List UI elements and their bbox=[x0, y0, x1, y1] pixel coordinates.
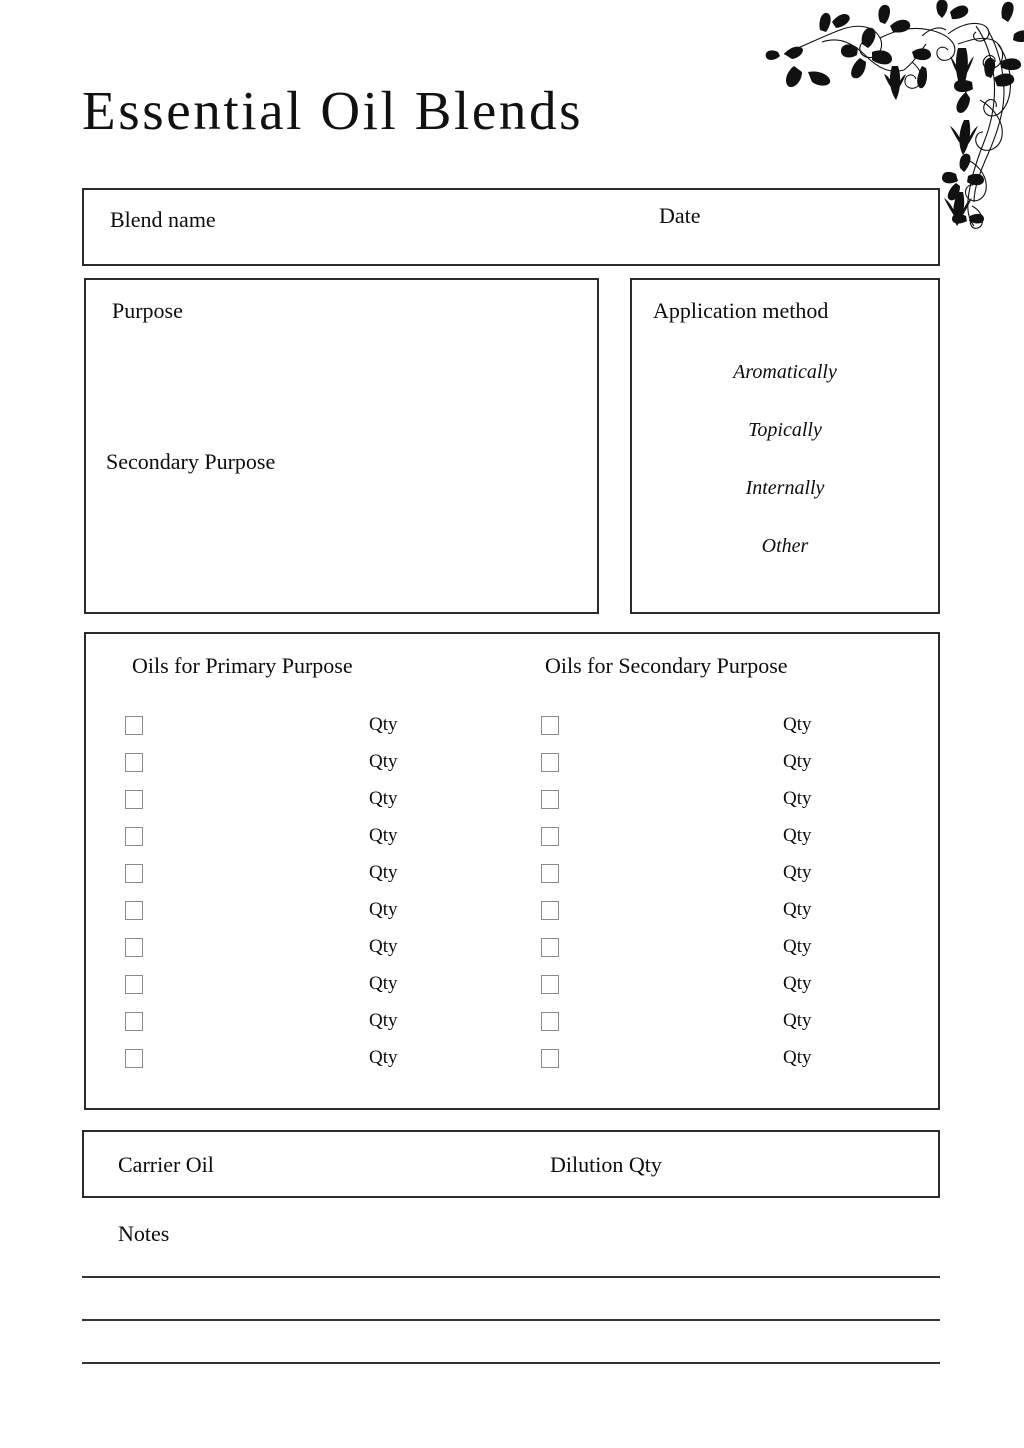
dilution-qty-label: Dilution Qty bbox=[550, 1152, 662, 1177]
secondary-purpose-label: Secondary Purpose bbox=[106, 449, 276, 474]
oil-primary-qty-label: Qty bbox=[369, 936, 398, 957]
oil-primary-checkbox[interactable] bbox=[125, 790, 143, 809]
blend-name-label: Blend name bbox=[110, 207, 216, 232]
oil-row bbox=[86, 860, 938, 897]
purpose-label: Purpose bbox=[112, 298, 183, 323]
blend-name-date-box bbox=[82, 188, 940, 266]
notes-label: Notes bbox=[118, 1221, 170, 1246]
oil-secondary-qty-label: Qty bbox=[783, 825, 812, 846]
oil-row bbox=[86, 934, 938, 971]
oil-primary-qty-label: Qty bbox=[369, 862, 398, 883]
oil-primary-checkbox[interactable] bbox=[125, 827, 143, 846]
date-label: Date bbox=[659, 203, 701, 228]
oil-secondary-checkbox[interactable] bbox=[541, 827, 559, 846]
oil-secondary-qty-label: Qty bbox=[783, 862, 812, 883]
application-option-internally[interactable]: Internally bbox=[745, 477, 825, 499]
oil-primary-checkbox[interactable] bbox=[125, 938, 143, 957]
application-option-aromatically[interactable]: Aromatically bbox=[733, 361, 837, 383]
oil-primary-qty-label: Qty bbox=[369, 1047, 398, 1068]
oil-primary-qty-label: Qty bbox=[369, 1010, 398, 1031]
notes-line[interactable] bbox=[82, 1362, 940, 1364]
oil-primary-qty-label: Qty bbox=[369, 714, 398, 735]
oil-secondary-qty-label: Qty bbox=[783, 714, 812, 735]
oil-secondary-qty-label: Qty bbox=[783, 973, 812, 994]
purpose-box bbox=[84, 278, 599, 614]
oil-secondary-checkbox[interactable] bbox=[541, 901, 559, 920]
oil-secondary-qty-label: Qty bbox=[783, 1047, 812, 1068]
oil-primary-qty-label: Qty bbox=[369, 751, 398, 772]
oil-secondary-qty-label: Qty bbox=[783, 936, 812, 957]
oil-primary-qty-label: Qty bbox=[369, 825, 398, 846]
oil-secondary-checkbox[interactable] bbox=[541, 753, 559, 772]
oil-secondary-checkbox[interactable] bbox=[541, 790, 559, 809]
oil-row bbox=[86, 1008, 938, 1045]
page-title: Essential Oil Blends bbox=[82, 80, 584, 141]
oil-primary-checkbox[interactable] bbox=[125, 753, 143, 772]
oil-primary-checkbox[interactable] bbox=[125, 975, 143, 994]
oil-secondary-qty-label: Qty bbox=[783, 1010, 812, 1031]
application-option-topically[interactable]: Topically bbox=[748, 419, 822, 441]
oil-row bbox=[86, 712, 938, 749]
oil-primary-qty-label: Qty bbox=[369, 788, 398, 809]
oil-secondary-checkbox[interactable] bbox=[541, 938, 559, 957]
oil-row bbox=[86, 1045, 938, 1082]
oil-secondary-checkbox[interactable] bbox=[541, 975, 559, 994]
oil-primary-qty-label: Qty bbox=[369, 973, 398, 994]
oils-box bbox=[84, 632, 940, 1110]
oils-secondary-header: Oils for Secondary Purpose bbox=[545, 653, 788, 678]
application-method-options bbox=[632, 360, 938, 558]
oil-primary-checkbox[interactable] bbox=[125, 1049, 143, 1068]
oil-row bbox=[86, 971, 938, 1008]
carrier-oil-label: Carrier Oil bbox=[118, 1152, 214, 1177]
oil-primary-qty-label: Qty bbox=[369, 899, 398, 920]
notes-line[interactable] bbox=[82, 1319, 940, 1321]
oil-row bbox=[86, 823, 938, 860]
oil-secondary-qty-label: Qty bbox=[783, 899, 812, 920]
application-method-box bbox=[630, 278, 940, 614]
oil-secondary-checkbox[interactable] bbox=[541, 864, 559, 883]
oil-row bbox=[86, 749, 938, 786]
oil-primary-checkbox[interactable] bbox=[125, 864, 143, 883]
oil-secondary-checkbox[interactable] bbox=[541, 1012, 559, 1031]
oil-secondary-checkbox[interactable] bbox=[541, 716, 559, 735]
oils-grid bbox=[86, 712, 938, 1082]
oil-primary-checkbox[interactable] bbox=[125, 716, 143, 735]
oil-primary-checkbox[interactable] bbox=[125, 901, 143, 920]
oil-row bbox=[86, 897, 938, 934]
notes-line[interactable] bbox=[82, 1276, 940, 1278]
oil-secondary-qty-label: Qty bbox=[783, 788, 812, 809]
oil-row bbox=[86, 786, 938, 823]
oil-secondary-qty-label: Qty bbox=[783, 751, 812, 772]
application-method-label: Application method bbox=[653, 298, 829, 323]
application-option-other[interactable]: Other bbox=[761, 535, 809, 557]
carrier-oil-box bbox=[82, 1130, 940, 1198]
oil-primary-checkbox[interactable] bbox=[125, 1012, 143, 1031]
oil-secondary-checkbox[interactable] bbox=[541, 1049, 559, 1068]
oils-primary-header: Oils for Primary Purpose bbox=[132, 653, 353, 678]
